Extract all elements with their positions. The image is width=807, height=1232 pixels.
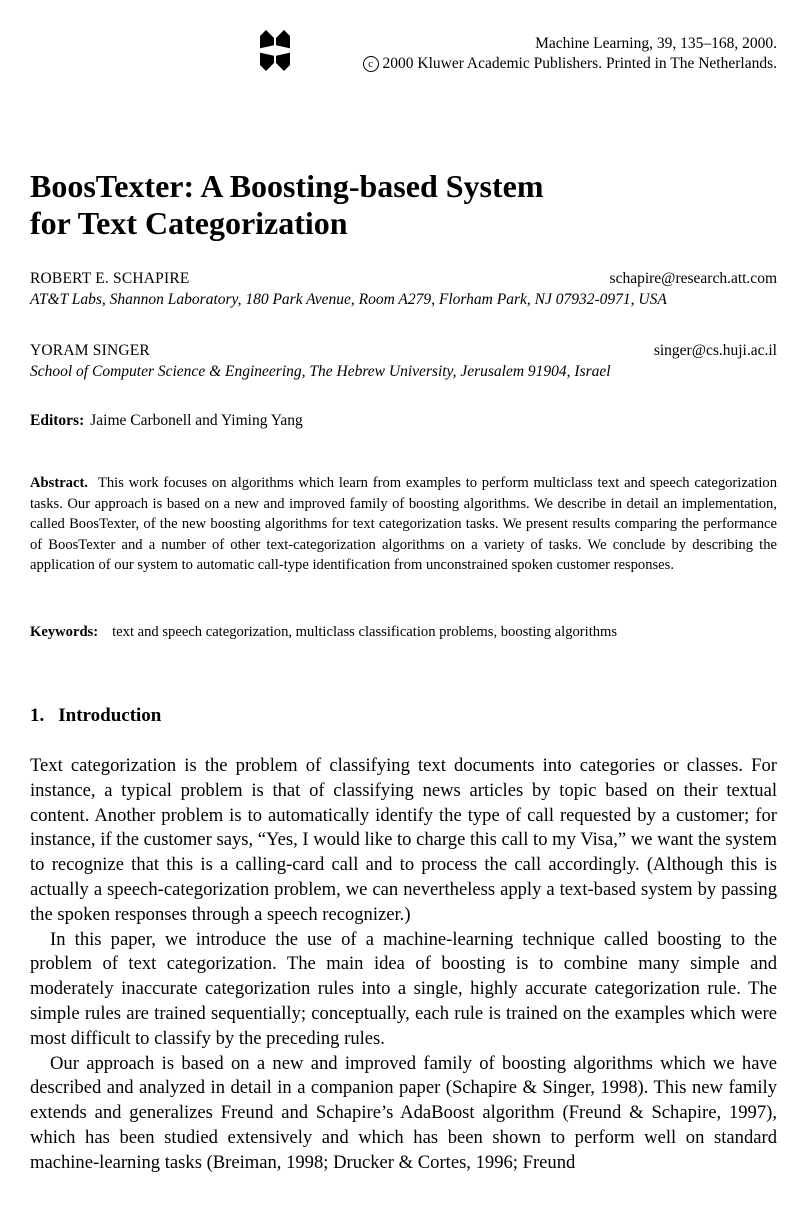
title-line-2: for Text Categorization bbox=[30, 205, 348, 241]
author-name: ROBERT E. SCHAPIRE bbox=[30, 270, 190, 287]
page-header bbox=[257, 34, 777, 78]
publisher-logo-icon bbox=[257, 30, 293, 72]
section-number: 1. bbox=[30, 705, 45, 726]
author-name: YORAM SINGER bbox=[30, 342, 150, 359]
copyright-symbol: c bbox=[363, 56, 379, 72]
author-email: schapire@research.att.com bbox=[609, 270, 777, 287]
copyright-text: 2000 Kluwer Academic Publishers. Printed in The Netherlands. bbox=[382, 55, 777, 72]
section-title: Introduction bbox=[58, 705, 162, 726]
author-email: singer@cs.huji.ac.il bbox=[653, 342, 777, 359]
copyright-notice bbox=[363, 54, 777, 74]
keywords-value: text and speech categorization, multiclass classification problems, boosting algorithms bbox=[112, 624, 618, 640]
body-paragraph: In this paper, we introduce the use of a machine-learning technique called boosting to the problem of text categorization. The main idea of boosting is to combine many simple and moderately inaccurate categorization rules into a single, highly accurate categorization rule. The simple rules are trained sequentially; conceptually, each rule is trained on the examples which were most difficult to classify by the preceding rules. bbox=[30, 928, 777, 1049]
body-paragraph: Our approach is based on a new and improved family of boosting algorithms which we have described and analyzed in detail in a companion paper (Schapire & Singer, 1998). This new family extends and generalizes Freund and Schapire’s AdaBoost algorithm (Freund & Schapire, 1997), which has been studied extensively and which has been shown to perform well on standard machine-learning tasks (Breiman, 1998; Drucker & Cortes, 1996; Freund bbox=[30, 1052, 777, 1173]
author-affiliation: School of Computer Science & Engineering, The Hebrew University, Jerusalem 91904, Israel bbox=[30, 363, 611, 380]
author-affiliation: AT&T Labs, Shannon Laboratory, 180 Park Avenue, Room A279, Florham Park, NJ 07932-0971, USA bbox=[30, 291, 667, 308]
editors-line bbox=[30, 410, 303, 431]
author-block-1 bbox=[30, 268, 777, 310]
editors-label: Editors: bbox=[30, 412, 85, 429]
author-block-2 bbox=[30, 340, 777, 382]
body-paragraph: Text categorization is the problem of classifying text documents into categories or classes. For instance, a typical problem is that of classifying news articles by topic based on their textual content. Another problem is to automatically identify the type of call requested by a customer; for instance, if the customer says, “Yes, I would like to charge this call to my Visa,” we want the system to recognize that this is a calling-card call and to process the call accordingly. (Although this is actually a speech-categorization problem, we can nevertheless apply a text-based system by passing the spoken responses through a speech recognizer.) bbox=[30, 755, 777, 925]
section-body bbox=[30, 754, 777, 1176]
journal-citation: Machine Learning, 39, 135–168, 2000. bbox=[535, 35, 777, 52]
keywords-label: Keywords: bbox=[30, 624, 99, 640]
keywords-line bbox=[30, 622, 617, 643]
editors-value: Jaime Carbonell and Yiming Yang bbox=[90, 412, 303, 429]
abstract bbox=[30, 473, 777, 576]
paper-title bbox=[30, 168, 630, 242]
abstract-label: Abstract. bbox=[30, 475, 88, 491]
section-heading bbox=[30, 704, 161, 728]
abstract-text: This work focuses on algorithms which learn from examples to perform multiclass text and speech categorization tasks. Our approach is based on a new and improved family of boosting algorithms. We describe in detail an implementation, called BoosTexter, of the new boosting algorithms for text categorization tasks. We present results comparing the performance of BoosTexter and a number of other text-categorization algorithms on a variety of tasks. We conclude by describing the application of our system to automatic call-type identification from unconstrained spoken customer responses. bbox=[30, 475, 777, 573]
title-line-1: BoosTexter: A Boosting-based System bbox=[30, 168, 544, 204]
